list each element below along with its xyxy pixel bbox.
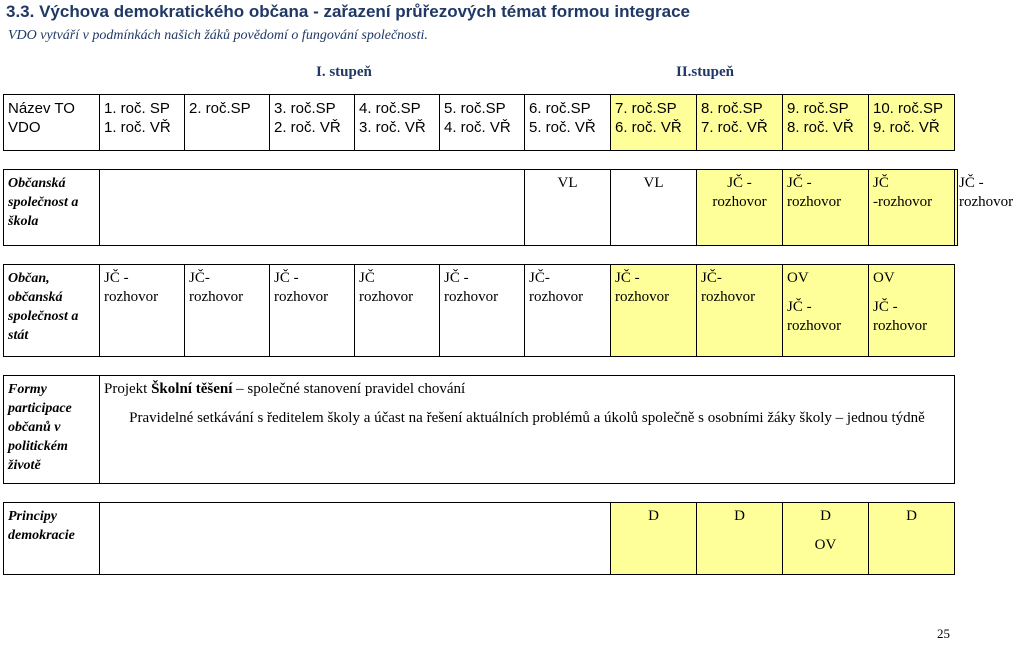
header-col — [611, 95, 697, 151]
cell-text: rozhovor — [787, 318, 842, 334]
header-col-line: 5. roč. VŘ — [529, 119, 596, 136]
row-label-line: politickém — [8, 439, 68, 454]
header-row — [4, 95, 958, 151]
row-label — [4, 265, 100, 357]
row-cell — [525, 170, 611, 246]
cell-text: rozhovor — [712, 194, 767, 210]
header-col-line: 2. roč. VŘ — [274, 119, 341, 136]
header-col-line: 6. roč.SP — [529, 100, 591, 117]
row-label-line: životě — [8, 458, 41, 473]
header-col-line: 10. roč.SP — [873, 100, 944, 117]
empty-cell — [100, 503, 611, 575]
header-col-line: 4. roč.SP — [359, 100, 421, 117]
row-cell — [783, 170, 869, 246]
row-label — [4, 503, 100, 575]
row-cell — [869, 265, 955, 357]
cell-text: rozhovor — [529, 289, 584, 305]
header-col-line: 2. roč.SP — [189, 100, 251, 117]
header-col-line: 1. roč. VŘ — [104, 119, 171, 136]
cell-text: JČ - — [873, 299, 898, 315]
stage-first-label: I. stupeň — [316, 64, 372, 80]
cell-text: JČ - — [787, 299, 812, 315]
project-line — [104, 380, 950, 399]
row-obcan-stat — [4, 265, 958, 357]
vdo-table — [3, 94, 1013, 575]
cell-text: rozhovor — [189, 289, 244, 305]
header-col-line: 8. roč.SP — [701, 100, 763, 117]
row-label-line: Formy — [8, 382, 47, 397]
cell-text: rozhovor — [615, 289, 670, 305]
formy-cell — [100, 376, 955, 484]
cell-text: JČ - — [615, 270, 640, 286]
cell-text: rozhovor — [359, 289, 414, 305]
row-cell — [355, 265, 440, 357]
header-col-line: 1. roč. SP — [104, 100, 170, 117]
header-col — [440, 95, 525, 151]
cell-text: JČ - — [787, 175, 812, 191]
cell-text: D — [648, 508, 659, 524]
header-col — [355, 95, 440, 151]
row-label-line: škola — [8, 214, 39, 229]
row-label-line: participace — [8, 401, 72, 416]
row-label — [4, 376, 100, 484]
header-col — [185, 95, 270, 151]
row-cell — [697, 170, 783, 246]
header-col-line: 3. roč.SP — [274, 100, 336, 117]
row-cell — [525, 265, 611, 357]
row-label-line: stát — [8, 328, 29, 343]
row-cell — [783, 265, 869, 357]
row-label-line: občanská — [8, 290, 63, 305]
cell-text: rozhovor — [873, 318, 928, 334]
header-col-line: 8. roč. VŘ — [787, 119, 854, 136]
row-cell — [611, 503, 697, 575]
row-label-line: Občan, — [8, 271, 50, 286]
cell-text: rozhovor — [104, 289, 159, 305]
row-cell — [697, 265, 783, 357]
row-label-line: Principy — [8, 509, 57, 524]
cell-text: VL — [557, 175, 578, 191]
cell-text: JČ — [359, 270, 375, 286]
cell-text: OV — [814, 537, 837, 553]
header-col-line: 9. roč. VŘ — [873, 119, 940, 136]
cell-text: -rozhovor — [873, 194, 933, 210]
cell-text: JČ- — [529, 270, 550, 286]
row-label-line: společnost a — [8, 309, 79, 324]
row-principy-demokracie — [4, 503, 958, 575]
cell-text: rozhovor — [274, 289, 329, 305]
row-label-line: občanů v — [8, 420, 61, 435]
page-subtitle: VDO vytváří v podmínkách našich žáků povědomí o fungování společnosti. — [8, 28, 428, 43]
cell-text: JČ - — [727, 175, 752, 191]
cell-text: rozhovor — [701, 289, 756, 305]
header-col-line: 7. roč. VŘ — [701, 119, 768, 136]
row-cell — [611, 170, 697, 246]
header-col — [270, 95, 355, 151]
header-col-line: 5. roč.SP — [444, 100, 506, 117]
row-cell — [869, 170, 955, 246]
header-label-line: Název TO — [8, 100, 75, 117]
header-label-line: VDO — [8, 119, 41, 136]
cell-text: JČ- — [189, 270, 210, 286]
cell-text: OV — [873, 270, 895, 286]
header-col — [783, 95, 869, 151]
empty-cell — [100, 170, 525, 246]
row-cell — [869, 503, 955, 575]
stage-second-label: II.stupeň — [676, 64, 734, 80]
meeting-text: Pravidelné setkávání s ředitelem školy a účast na řešení aktuálních problémů a úkolů společně s osobními žáky školy – jednou týdně — [129, 410, 925, 426]
row-cell — [440, 265, 525, 357]
row-label-line: demokracie — [8, 528, 75, 543]
cell-text: OV — [787, 270, 809, 286]
row-cell — [697, 503, 783, 575]
row-cell — [611, 265, 697, 357]
header-col — [869, 95, 955, 151]
cell-text: D — [906, 508, 917, 524]
cell-text: JČ - — [104, 270, 129, 286]
row-cell — [270, 265, 355, 357]
row-obcanska-spolecnost — [4, 170, 958, 246]
header-col-line: 9. roč.SP — [787, 100, 849, 117]
header-col-line: 3. roč. VŘ — [359, 119, 426, 136]
cell-text: JČ- — [701, 270, 722, 286]
page-title: 3.3. Výchova demokratického občana - zařazení průřezových témat formou integrace — [6, 2, 691, 21]
row-cell — [185, 265, 270, 357]
header-col — [697, 95, 783, 151]
cell-text: rozhovor — [444, 289, 499, 305]
header-col-line: 7. roč.SP — [615, 100, 677, 117]
project-prefix: Projekt — [104, 381, 152, 397]
cell-text: JČ — [873, 175, 889, 191]
row-label-line: společnost a — [8, 195, 79, 210]
header-col-line: 6. roč. VŘ — [615, 119, 682, 136]
header-col-line: 4. roč. VŘ — [444, 119, 511, 136]
project-suffix: – společné stanovení pravidel chování — [232, 381, 466, 397]
row-cell — [100, 265, 185, 357]
cell-text: JČ - — [274, 270, 299, 286]
row-formy-participace — [4, 376, 958, 484]
row-cell: JČ - rozhovor — [955, 170, 958, 246]
cell-text: rozhovor — [787, 194, 842, 210]
row-label — [4, 170, 100, 246]
header-col — [525, 95, 611, 151]
cell-text: D — [820, 508, 831, 524]
row-label-line: Občanská — [8, 176, 66, 191]
header-col — [100, 95, 185, 151]
cell-text: D — [734, 508, 745, 524]
cell-text: VL — [643, 175, 664, 191]
cell-text: JČ - — [444, 270, 469, 286]
header-label-cell — [4, 95, 100, 151]
page-number: 25 — [937, 626, 950, 641]
row-cell — [783, 503, 869, 575]
project-name: Školní těšení — [151, 381, 233, 397]
